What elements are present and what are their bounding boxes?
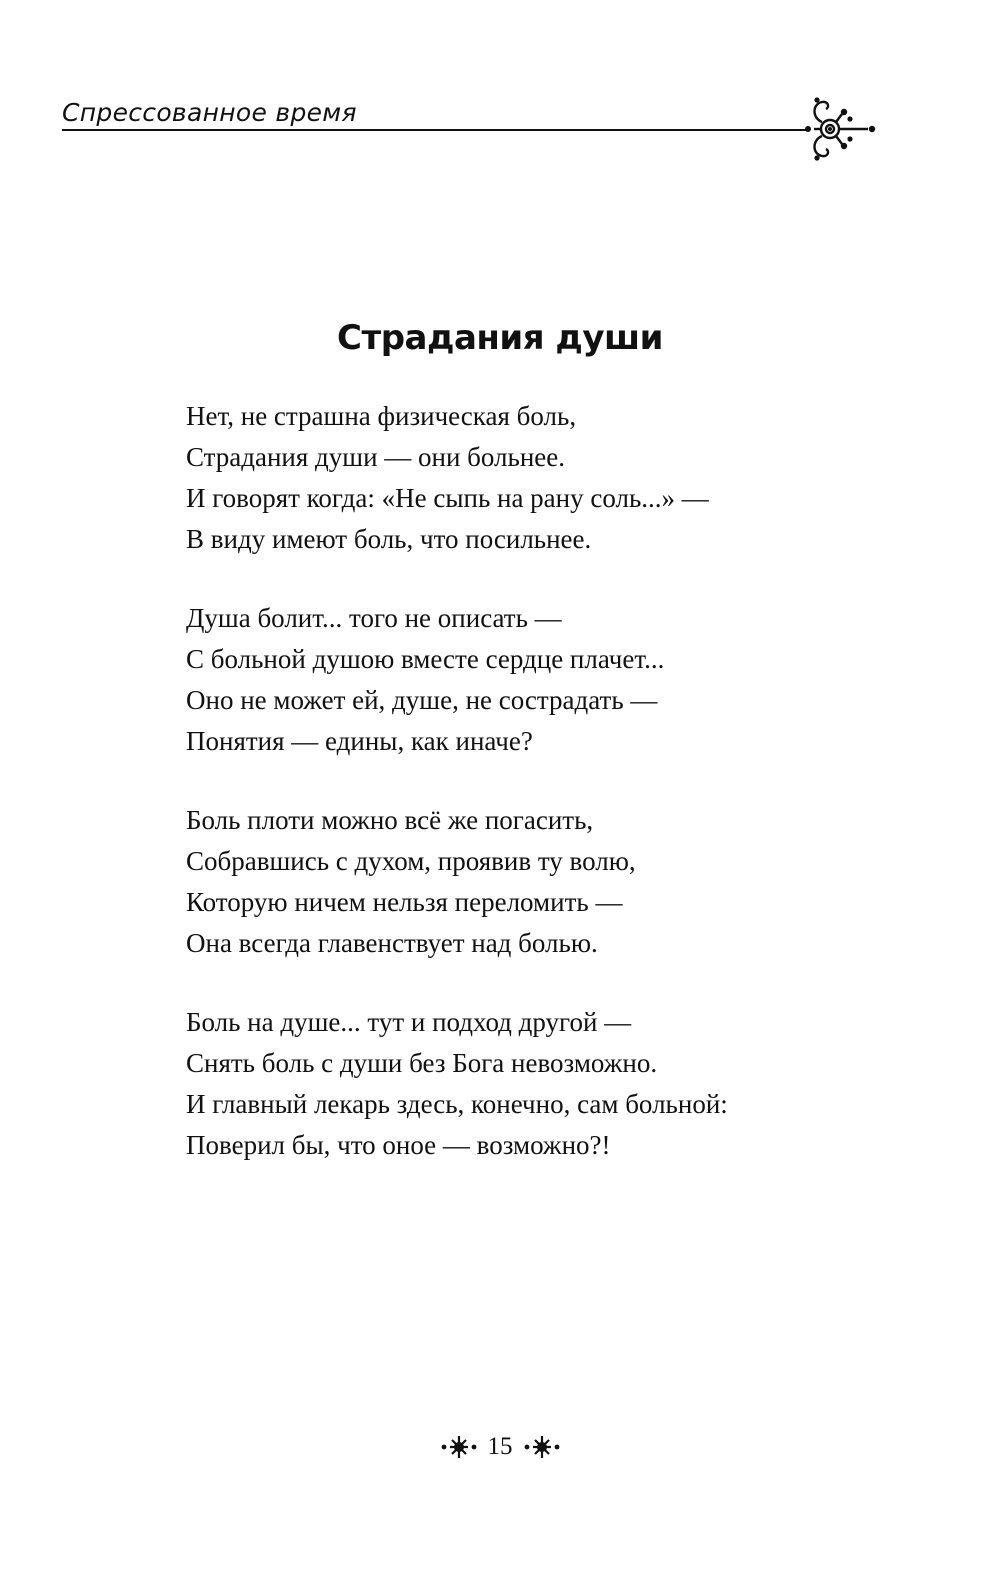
verse-line: Снять боль с души без Бога невозможно. xyxy=(186,1048,658,1078)
stanza xyxy=(186,396,709,560)
verse-line: Которую ничем нельзя переломить — xyxy=(186,887,623,917)
verse-line: Страдания души — они больнее. xyxy=(186,442,566,472)
star-flower-icon xyxy=(440,1432,478,1462)
verse-line: Нет, не страшна физическая боль, xyxy=(186,401,577,431)
verse-line: И говорят когда: «Не сыпь на рану соль...» — xyxy=(186,483,709,513)
verse-line: Она всегда главенствует над болью. xyxy=(186,928,598,958)
page-footer xyxy=(0,1432,1000,1462)
verse-line: Поверил бы, что оное — возможно?! xyxy=(186,1130,611,1160)
verse-line: Оно не может ей, душе, не сострадать — xyxy=(186,685,658,715)
header-rule xyxy=(62,129,810,131)
verse-line: Боль на душе... тут и подход другой — xyxy=(186,1007,632,1037)
verse-line: Собравшись с духом, проявив ту волю, xyxy=(186,846,636,876)
stanza xyxy=(186,800,636,964)
stanza xyxy=(186,598,664,762)
star-flower-icon xyxy=(523,1432,561,1462)
verse-line: С больной душою вместе сердце плачет... xyxy=(186,644,665,674)
verse-line: И главный лекарь здесь, конечно, сам больной: xyxy=(186,1089,728,1119)
page-number: 15 xyxy=(487,1433,513,1460)
running-header-title: Спрессованное время xyxy=(62,98,357,127)
floral-flourish-icon xyxy=(800,92,880,166)
verse-line: Боль плоти можно всё же погасить, xyxy=(186,805,594,835)
poem-title: Страдания души xyxy=(337,318,663,358)
stanza xyxy=(186,1002,728,1166)
verse-line: Душа болит... того не описать — xyxy=(186,603,562,633)
verse-line: Понятия — едины, как иначе? xyxy=(186,726,533,756)
verse-line: В виду имеют боль, что посильнее. xyxy=(186,524,592,554)
